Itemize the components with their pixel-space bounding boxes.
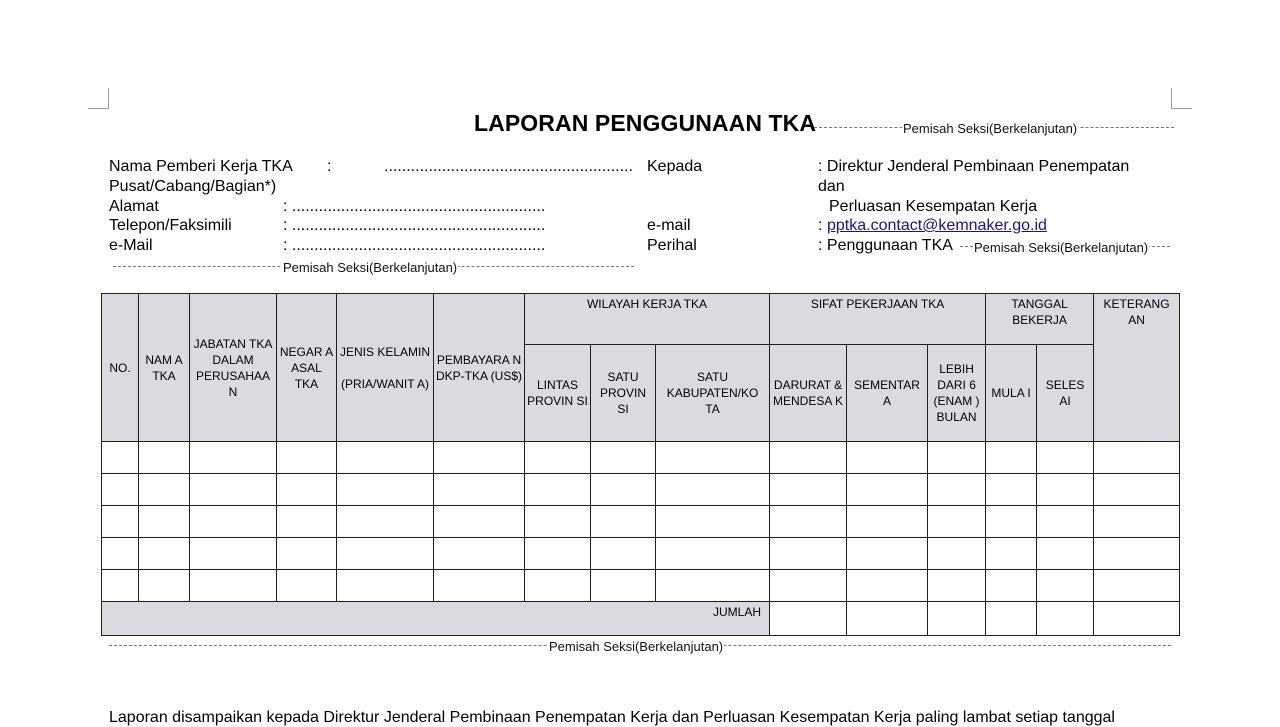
email-label: e-Mail [109,237,153,254]
to-value-1: : Direktur Jenderal Pembinaan Penempatan [818,158,1130,175]
crop-mark-top-right [1171,88,1192,109]
header-region-province: SATU PROVIN SI [591,345,656,442]
table-row [102,570,1180,602]
header-position: JABATAN TKA DALAM PERUSAHAA N [190,294,277,442]
section-break-label: Pemisah Seksi(Berkelanjutan) [974,240,1149,255]
phone-label: Telepon/Faksimili [109,217,232,234]
email-link[interactable]: pptka.contact@kemnaker.go.id [827,217,1047,234]
to-value-3: Perluasan Kesempatan Kerja [829,198,1038,215]
header-gender-line1: JENIS KELAMIN [339,344,431,359]
footer-paragraph: Laporan disampaikan kepada Direktur Jenderal Pembinaan Penempatan Kerja dan Perluasan Kesempatan Kerja paling lambat setiap tanggal [109,709,1115,726]
header-region-regency: SATU KABUPATEN/KO TA [656,345,770,442]
table-row [102,538,1180,570]
crop-mark-top-left [88,88,109,109]
table-row [102,506,1180,538]
header-nature: SIFAT PEKERJAAN TKA [770,294,986,345]
employer-colon: : [327,158,332,175]
header-gender [337,294,434,442]
header-nature-temporary: SEMENTAR A [847,345,928,442]
email2-colon: : [818,217,823,234]
section-break-label: Pemisah Seksi(Berkelanjutan) [283,260,458,275]
total-label: JUMLAH [102,602,770,636]
total-row [102,602,1180,636]
table-row [102,474,1180,506]
header-date-start: MULA I [986,345,1037,442]
email2-label: e-mail [647,217,691,234]
report-table [101,293,1180,636]
section-break-label: Pemisah Seksi(Berkelanjutan) [903,121,1078,136]
employer-line2: Pusat/Cabang/Bagian*) [109,178,277,195]
header-region: WILAYAH KERJA TKA [525,294,770,345]
address-label: Alamat [109,198,159,215]
subject-label: Perihal [647,237,697,254]
header-no: NO. [102,294,139,442]
to-label: Kepada [647,158,703,175]
subject-value: : Penggunaan TKA [818,237,953,254]
email-value: : ......................................................... [283,237,546,254]
header-nature-6-months: LEBIH DARI 6 (ENAM ) BULAN [928,345,986,442]
header-country: NEGAR A ASAL TKA [277,294,337,442]
to-value-2: dan [818,178,845,195]
header-nature-urgent: DARURAT & MENDESA K [770,345,847,442]
header-date-end: SELES AI [1037,345,1094,442]
header-date: TANGGAL BEKERJA [986,294,1094,345]
header-region-multi: LINTAS PROVIN SI [525,345,591,442]
address-value: : ......................................................... [283,198,546,215]
header-name: NAM A TKA [139,294,190,442]
employer-label: Nama Pemberi Kerja TKA [109,158,293,175]
phone-value: : ......................................................... [283,217,546,234]
table-row [102,442,1180,474]
header-gender-line2: (PRIA/WANIT A) [340,376,429,391]
document-title: LAPORAN PENGGUNAAN TKA [474,110,817,136]
header-payment: PEMBAYARA N DKP-TKA (US$) [434,294,525,442]
header-notes: KETERANG AN [1094,294,1180,442]
section-break-label: Pemisah Seksi(Berkelanjutan) [549,639,724,654]
employer-dots: ........................................................ [384,158,633,175]
